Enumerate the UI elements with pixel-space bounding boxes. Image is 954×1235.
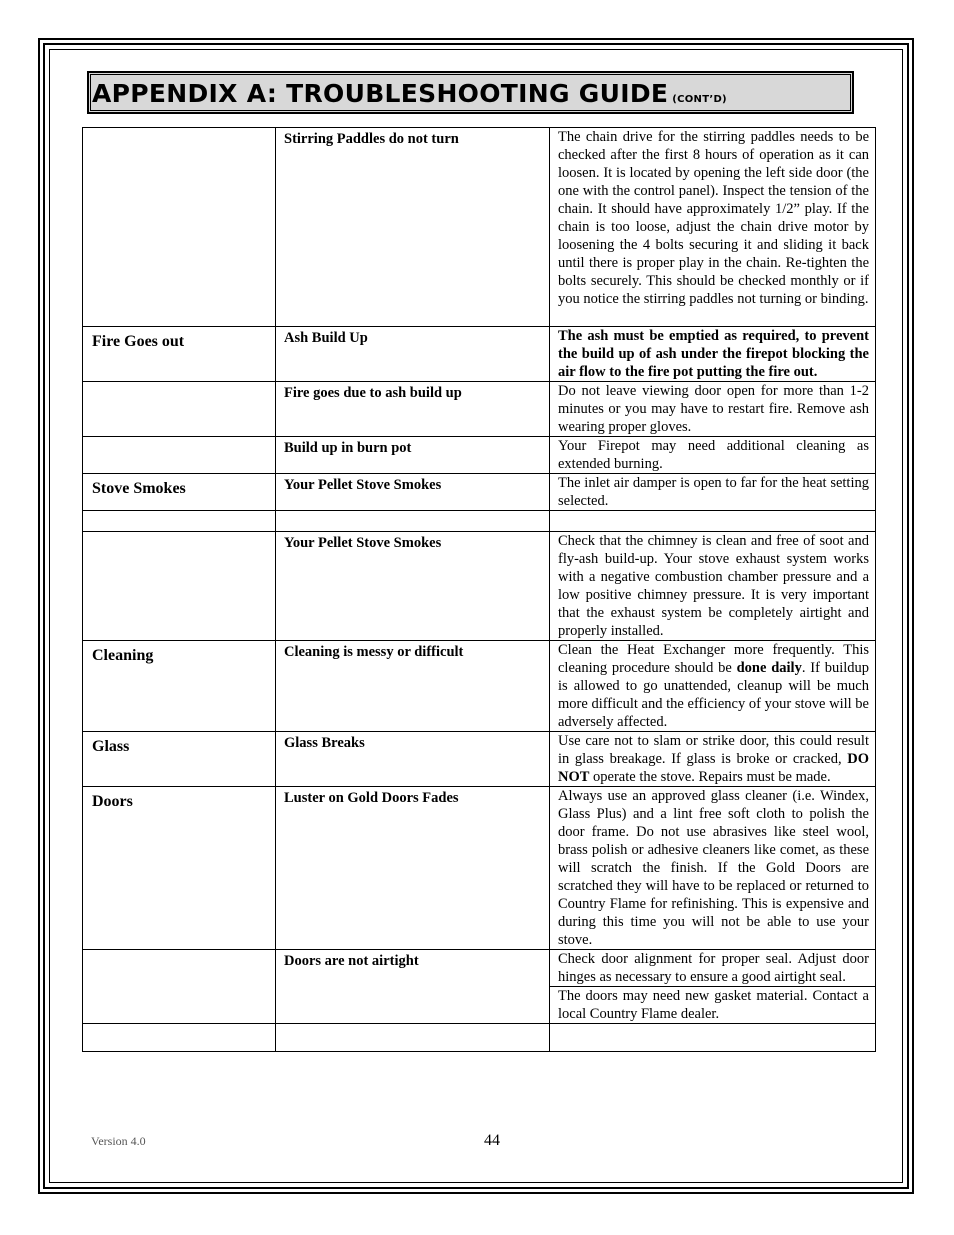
- table-row-empty: [83, 511, 876, 532]
- category-cell: Doors: [83, 787, 276, 950]
- solution-cell: Always use an approved glass cleaner (i.e. Windex, Glass Plus) and a lint free soft cloth to polish the door frame. Do not use abrasives like steel wool, brass polish or adhesive cleaners like comet, as these will scratch the finish. If the Gold Doors are scratched they will have to be replaced or returned to Country Flame for refinishing. This is expensive and during this time you will not be able to use your stove.: [550, 787, 876, 950]
- category-cell: [83, 532, 276, 641]
- empty-cell: [550, 1024, 876, 1052]
- problem-cell: Fire goes due to ash build up: [276, 382, 550, 437]
- category-cell: Cleaning: [83, 641, 276, 732]
- solution-cell: Check door alignment for proper seal. Adjust door hinges as necessary to ensure a good airtight seal.: [550, 950, 876, 987]
- solution-cell: Check that the chimney is clean and free of soot and fly-ash build-up. Your stove exhaust system works with a negative combustion chamber pressure and a low positive chimney pressure. It is very important that the exhaust system be completely airtight and properly installed.: [550, 532, 876, 641]
- problem-cell: Stirring Paddles do not turn: [276, 128, 550, 327]
- solution-cell: [550, 641, 876, 732]
- problem-cell: Your Pellet Stove Smokes: [276, 474, 550, 511]
- version-label: Version 4.0: [91, 1134, 146, 1148]
- problem-cell: Ash Build Up: [276, 327, 550, 382]
- table-row: [83, 437, 876, 474]
- empty-cell: [276, 1024, 550, 1052]
- empty-cell: [83, 511, 276, 532]
- solution-cell: The doors may need new gasket material. Contact a local Country Flame dealer.: [550, 987, 876, 1024]
- solution-emphasis: done daily: [736, 660, 802, 676]
- problem-cell: Glass Breaks: [276, 732, 550, 787]
- page-title-text: APPENDIX A: TROUBLESHOOTING GUIDE: [92, 79, 669, 108]
- solution-text: operate the stove. Repairs must be made.: [589, 769, 831, 785]
- table-row: [83, 532, 876, 641]
- category-cell: [83, 950, 276, 1024]
- solution-text: Use care not to slam or strike door, this could result in glass breakage. If glass is broke or cracked,: [558, 733, 869, 767]
- table-row: [83, 641, 876, 732]
- solution-cell: Do not leave viewing door open for more than 1-2 minutes or you may have to restart fire. Remove ash wearing proper gloves.: [550, 382, 876, 437]
- empty-cell: [550, 511, 876, 532]
- table-row: [83, 327, 876, 382]
- page-title-suffix: (CONT’D): [672, 94, 727, 105]
- category-cell: Stove Smokes: [83, 474, 276, 511]
- troubleshooting-table: [82, 127, 876, 1052]
- table-row: [83, 382, 876, 437]
- category-cell: [83, 382, 276, 437]
- problem-cell: Build up in burn pot: [276, 437, 550, 474]
- page-number: 44: [484, 1132, 500, 1149]
- solution-cell: The inlet air damper is open to far for the heat setting selected.: [550, 474, 876, 511]
- solution-cell: Your Firepot may need additional cleaning as extended burning.: [550, 437, 876, 474]
- solution-cell: The chain drive for the stirring paddles needs to be checked after the first 8 hours of operation as it can loosen. It is located by opening the left side door (the one with the control panel). Inspect the tension of the chain. It should have approximately 1/2” play. If the chain is too loose, adjust the chain drive motor by loosening the 4 bolts securing it and sliding it back until there is proper play in the chain. Re-tighten the bolts securely. This should be checked monthly or if you notice the stirring paddles not turning or binding.: [550, 128, 876, 327]
- solution-cell: [550, 732, 876, 787]
- problem-cell: Luster on Gold Doors Fades: [276, 787, 550, 950]
- table-row: [83, 950, 876, 987]
- solution-emphasis: DO NOT: [558, 751, 869, 785]
- solution-cell: The ash must be emptied as required, to prevent the build up of ash under the firepot blocking the air flow to the fire pot putting the fire out.: [550, 327, 876, 382]
- problem-cell: Doors are not airtight: [276, 950, 550, 1024]
- table-row: [83, 732, 876, 787]
- table-row: [83, 787, 876, 950]
- page-title: [92, 79, 727, 115]
- category-cell: [83, 437, 276, 474]
- table-row: [83, 128, 876, 327]
- empty-cell: [83, 1024, 276, 1052]
- problem-cell: Your Pellet Stove Smokes: [276, 532, 550, 641]
- problem-cell: Cleaning is messy or difficult: [276, 641, 550, 732]
- page-title-banner: [87, 71, 854, 114]
- table-row: [83, 474, 876, 511]
- category-cell: Glass: [83, 732, 276, 787]
- solution-text: Clean the Heat Exchanger more frequently. This cleaning procedure should be: [558, 642, 869, 676]
- category-cell: [83, 128, 276, 327]
- table-row-empty: [83, 1024, 876, 1052]
- category-cell: Fire Goes out: [83, 327, 276, 382]
- solution-text: . If buildup is allowed to go unattended, cleanup will be much more difficult and the efficiency of your stove will be adversely affected.: [558, 660, 870, 730]
- empty-cell: [276, 511, 550, 532]
